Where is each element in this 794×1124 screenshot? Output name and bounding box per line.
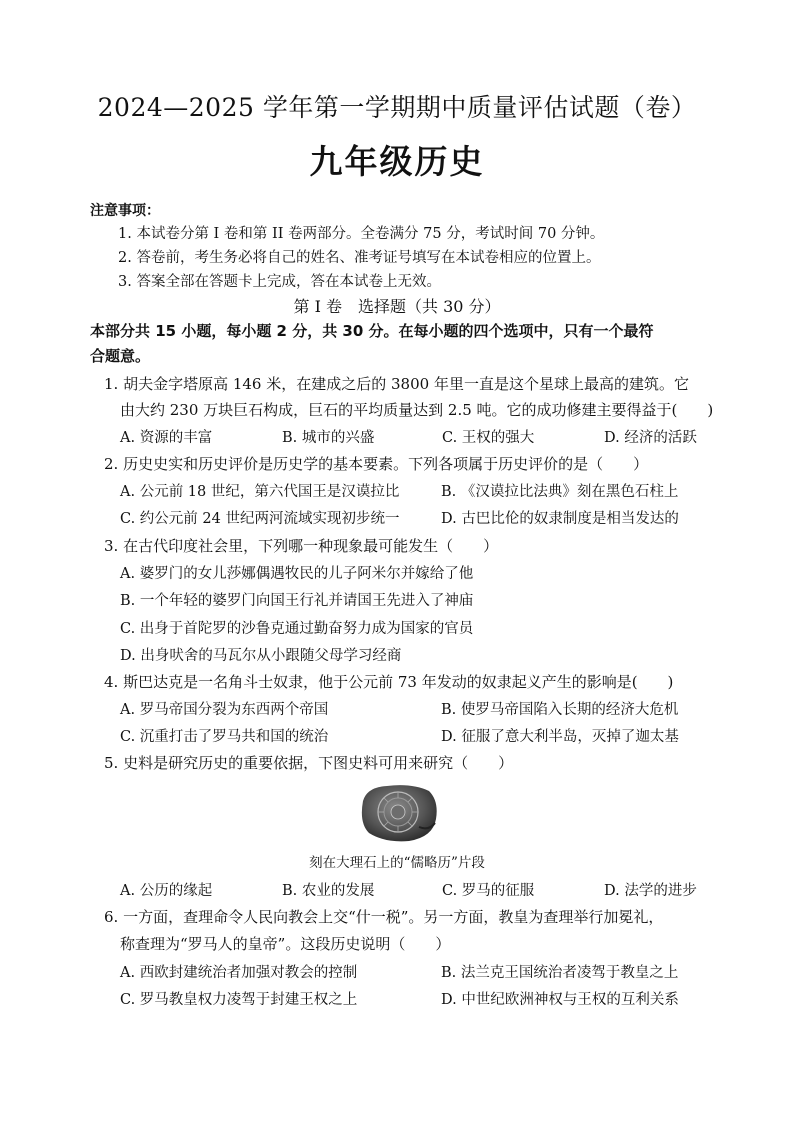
question-text-line: 6. 一方面，查理命令人民向教会上交“什一税”。另一方面，教皇为查理举行加冕礼， — [104, 908, 664, 926]
question-text-line: 1. 胡夫金字塔原高 146 米，在建成之后的 3800 年里一直是这个星球上最高的建筑。它 — [104, 375, 689, 393]
notice-item-1: 1. 本试卷分第 I 卷和第 II 卷两部分。全卷满分 75 分，考试时间 70 分钟。 — [118, 226, 605, 242]
option-c: C. 出身于首陀罗的沙鲁克通过勤奋努力成为国家的官员 — [120, 621, 474, 637]
image-caption: 刻在大理石上的“儒略历”片段 — [309, 855, 485, 871]
question-text-line: 3. 在古代印度社会里，下列哪一种现象最可能发生（ ） — [104, 537, 499, 555]
option-c: C. 罗马的征服 — [442, 883, 535, 899]
option-b: B. 法兰克王国统治者凌驾于教皇之上 — [441, 965, 679, 981]
option-b: B. 农业的发展 — [282, 883, 375, 899]
option-a: A. 公元前 18 世纪，第六代国王是汉谟拉比 — [120, 484, 400, 500]
notice-heading: 注意事项： — [90, 203, 160, 219]
notice-item-2: 2. 答卷前，考生务必将自己的姓名、准考证号填写在本试卷相应的位置上。 — [118, 250, 601, 266]
option-a: A. 罗马帝国分裂为东西两个帝国 — [120, 702, 329, 718]
section-intro-line2: 合题意。 — [90, 347, 151, 365]
option-a: A. 西欧封建统治者加强对教会的控制 — [120, 965, 358, 981]
option-c: C. 沉重打击了罗马共和国的统治 — [120, 729, 329, 745]
option-c: C. 约公元前 24 世纪两河流域实现初步统一 — [120, 511, 400, 527]
question-text-line: 4. 斯巴达克是一名角斗士奴隶，他于公元前 73 年发动的奴隶起义产生的影响是( ) — [104, 673, 674, 691]
option-d: D. 中世纪欧洲神权与王权的互利关系 — [441, 992, 679, 1008]
option-d: D. 出身吠舍的马瓦尔从小跟随父母学习经商 — [120, 648, 402, 664]
question-text-line: 称查理为“罗马人的皇帝”。这段历史说明（ ） — [120, 935, 451, 953]
calendar-stone-icon — [357, 783, 439, 843]
question-text-line: 由大约 230 万块巨石构成，巨石的平均质量达到 2.5 吨。它的成功修建主要得益于( ) — [120, 401, 714, 419]
option-c: C. 罗马教皇权力凌驾于封建王权之上 — [120, 992, 358, 1008]
option-c: C. 王权的强大 — [442, 430, 535, 446]
option-d: D. 征服了意大利半岛，灭掉了迦太基 — [441, 729, 679, 745]
section-heading: 第 I 卷 选择题（共 30 分） — [293, 297, 501, 316]
option-d: D. 古巴比伦的奴隶制度是相当发达的 — [441, 511, 679, 527]
option-d: D. 经济的活跃 — [604, 430, 697, 446]
subject-title: 九年级历史 — [309, 142, 485, 181]
notice-item-3: 3. 答案全部在答题卡上完成，答在本试卷上无效。 — [118, 274, 441, 290]
option-b: B. 城市的兴盛 — [282, 430, 375, 446]
option-a: A. 资源的丰富 — [120, 430, 213, 446]
option-a: A. 婆罗门的女儿莎娜偶遇牧民的儿子阿米尔并嫁给了他 — [120, 566, 474, 582]
option-a: A. 公历的缘起 — [120, 883, 213, 899]
question-text-line: 5. 史料是研究历史的重要依据，下图史料可用来研究（ ） — [104, 754, 514, 772]
option-d: D. 法学的进步 — [604, 883, 697, 899]
option-b: B. 一个年轻的婆罗门向国王行礼并请国王先进入了神庙 — [120, 593, 474, 609]
option-b: B. 《汉谟拉比法典》刻在黑色石柱上 — [441, 484, 679, 500]
exam-title: 2024—2025 学年第一学期期中质量评估试题（卷） — [97, 93, 697, 122]
section-intro-line1: 本部分共 15 小题，每小题 2 分，共 30 分。在每小题的四个选项中，只有一个最符 — [90, 322, 654, 340]
question-text-line: 2. 历史史实和历史评价是历史学的基本要素。下列各项属于历史评价的是（ ） — [104, 455, 649, 473]
option-b: B. 使罗马帝国陷入长期的经济大危机 — [441, 702, 679, 718]
julian-calendar-stone-image — [357, 783, 439, 843]
